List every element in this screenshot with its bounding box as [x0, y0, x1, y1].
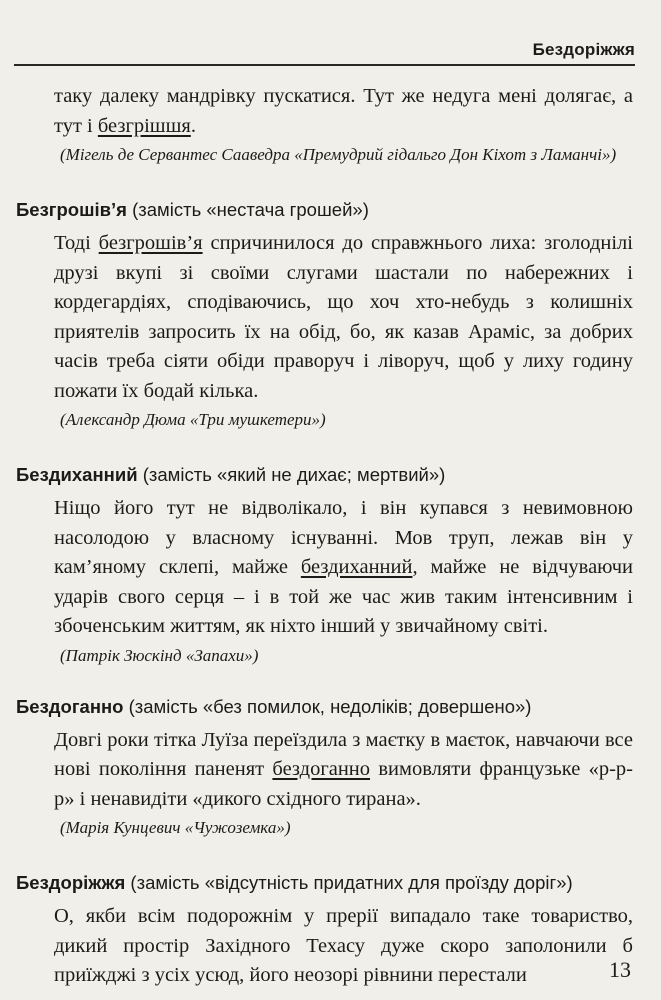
headword-line — [16, 694, 633, 720]
source: (Александр Дюма «Три мушкетери») — [60, 410, 326, 429]
quote: О, якби всім подорожнім у прерії випадало таке товариство, дикий простір Західного Техасу дуже скоро заполонили б приїжджі з усіх усюд, його неозорі рівнини перестали — [54, 905, 633, 986]
source: (Марія Кунцевич «Чужоземка») — [60, 818, 291, 837]
headword: Безгрошів’я — [16, 199, 127, 220]
term: безгрошів’я — [98, 232, 203, 254]
quote: Ніщо його тут не відволікало, і він купався з невимовною насолодою у власному існуванні. Мов труп, лежав він у кам’яному склепі, майже бездиханний, майже не відчуваючи ударів свого серця – і в той же час жив таким інтенсивним і збоченським життям, як ніхто інший у звичайному світі. — [54, 497, 633, 637]
running-head: Бездоріжжя — [14, 40, 635, 66]
term: безгрішшя — [97, 114, 191, 137]
gloss: (замість «відсутність придатних для проїзду доріг») — [125, 872, 573, 893]
headword: Бездоріжжя — [16, 872, 126, 893]
headword: Бездоганно — [16, 695, 124, 717]
entry-bezdohanno — [16, 694, 633, 841]
quote: таку далеку мандрівку пускатися. Тут же недуга мені долягає, а тут і безгрішшя. — [54, 85, 633, 137]
dictionary-content — [16, 82, 633, 991]
page-number: 13 — [609, 957, 631, 982]
gloss: (замість «без помилок, недоліків; довершено») — [123, 695, 532, 717]
headword-line — [16, 462, 633, 488]
entry-bezgroshivya — [16, 197, 633, 432]
term: бездоганно — [272, 758, 371, 780]
entry-continued — [16, 82, 633, 167]
headword-line — [16, 870, 633, 896]
entry-bezdorizhzhia — [16, 870, 633, 991]
term: бездиханний — [300, 556, 413, 578]
source: (Мігель де Сервантес Сааведра «Премудрий гідальго Дон Кіхот з Ламанчі») — [60, 145, 617, 164]
gloss: (замість «який не дихає; мертвий») — [137, 464, 446, 485]
source: (Патрік Зюскінд «Запахи») — [60, 645, 259, 665]
gloss: (замість «нестача грошей») — [126, 199, 369, 220]
entry-bezdykhannyi — [16, 462, 633, 668]
headword: Бездиханний — [16, 464, 138, 485]
quote: Довгі роки тітка Луїза переїздила з маєтку в маєток, навчаючи все нові покоління паненят бездоганно вимовляти французьке «р-р-р» і ненавидіти «дикого східного тирана». — [54, 728, 634, 810]
quote: Тоді безгрошів’я спричинилося до справжнього лиха: зголоднілі друзі вкупі зі своїми слугами шастали по набережних і кордегардіях, сподіваючись, що хоч хто-небудь з колишніх приятелів запросить їх на обід, бо, як казав Араміс, за добрих часів треба сіяти обіди праворуч і ліворуч, щоб у лиху годину пожати їх бодай кілька. — [54, 232, 633, 402]
headword-line — [16, 197, 633, 223]
